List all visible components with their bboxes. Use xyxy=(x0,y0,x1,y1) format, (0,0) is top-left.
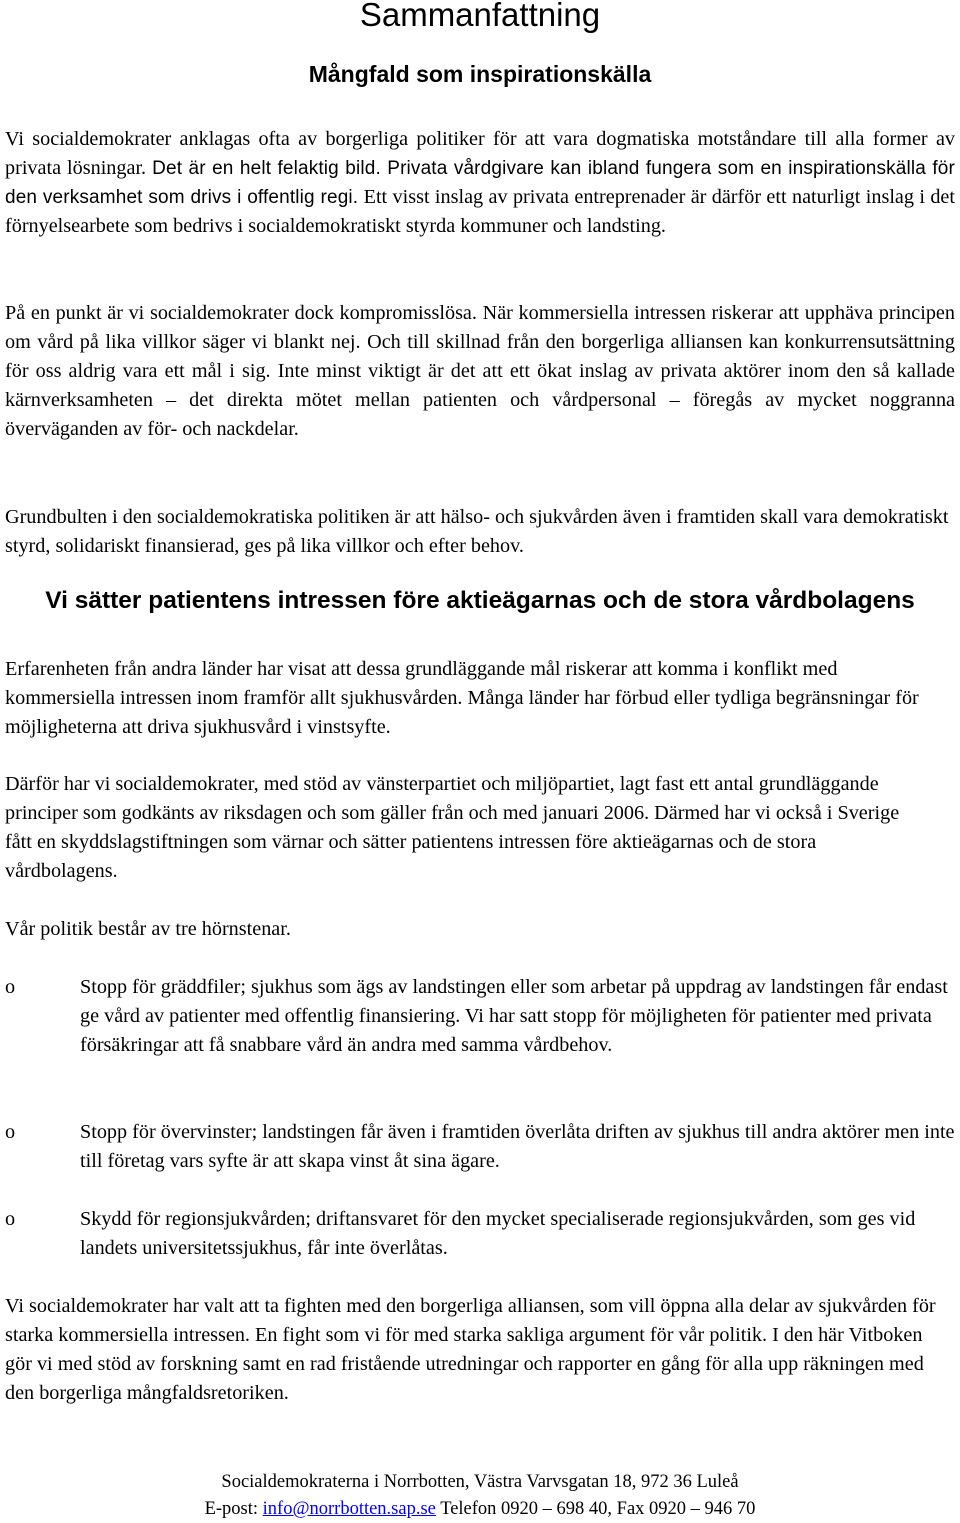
list-bullet: o xyxy=(5,1208,16,1230)
section-heading-inspiration: Mångfald som inspirationskälla xyxy=(308,61,652,87)
page-title: Sammanfattning xyxy=(359,0,601,33)
footer-email-label: E-post: xyxy=(204,1499,259,1519)
paragraph-cornerstones-intro: Vår politik består av tre hörnstenar. xyxy=(5,918,291,940)
paragraph-conclusion: Vi socialdemokrater har valt att ta fighten med den borgerliga alliansen, som vill öppna alla delar av sjukvården för starka kommersiella intressen. En fight som vi för med starka sakliga argument för vår politik. I den här Vitboken gör vi med stöd av forskning samt en rad fristående utredningar och rapporter en gång för alla upp räkningen med den borgerliga mångfaldsretoriken. xyxy=(5,1295,936,1404)
paragraph-experience: Erfarenheten från andra länder har visat att dessa grundläggande mål riskerar att komma i konflikt med kommersiella intressen inom framför allt sjukhusvården. Många länder har förbud eller tydliga begränsningar för möjligheterna att driva sjukhusvård i vinstsyfte. xyxy=(5,658,919,738)
list-item-text: Stopp för gräddfiler; sjukhus som ägs av landstingen eller som arbetar på uppdrag av landstingen får endast ge vård av patienter med offentlig finansiering. Vi har satt stopp för möjligheten för patienter med privata försäkringar att få snabbare vård än andra med samma vårdbehov. xyxy=(80,976,948,1056)
footer-contact xyxy=(0,1496,960,1523)
paragraph-foundation: Grundbulten i den socialdemokratiska politiken är att hälso- och sjukvården även i framtiden skall vara demokratiskt styrd, solidariskt finansierad, ges på lika villkor och efter behov. xyxy=(5,506,949,557)
footer-address: Socialdemokraterna i Norrbotten, Västra Varvsgatan 18, 972 36 Luleå xyxy=(221,1472,739,1492)
paragraph-intro-part-c: Ett visst inslag av privata entreprenader är därför ett naturligt inslag i det förnyelsearbete som bedrivs i socialdemokratiskt styrda kommuner och landsting. xyxy=(5,186,955,237)
list-bullet: o xyxy=(5,1121,16,1143)
section-heading-patients: Vi sätter patientens intressen före aktieägarnas och de stora vårdbolagens xyxy=(45,587,915,614)
list-bullet: o xyxy=(5,976,16,998)
list-item-text: Skydd för regionsjukvården; driftansvaret för den mycket specialiserade regionsjukvården, som ges vid landets universitetssjukhus, får inte överlåtas. xyxy=(80,1208,916,1259)
paragraph-intro xyxy=(5,125,955,241)
list-item-text: Stopp för övervinster; landstingen får även i framtiden överlåta driften av sjukhus till andra aktörer men inte till företag vars syfte är att skapa vinst åt sina ägare. xyxy=(80,1121,955,1172)
paragraph-principles: Därför har vi socialdemokrater, med stöd av vänsterpartiet och miljöpartiet, lagt fast ett antal grundläggande principer som godkänts av riksdagen och som gäller från och med januari 2006. Därmed har vi också i Sverige fått en skyddslagstiftningen som värnar och sätter patientens intressen före aktieägarnas och de stora vårdbolagens. xyxy=(5,773,900,882)
paragraph-intro-part-a: Vi socialdemokrater anklagas ofta av borgerliga politiker för att vara dogmatiska motståndare till alla former av privata lösningar. xyxy=(5,128,955,179)
footer-phone: Telefon 0920 – 698 40, Fax 0920 – 946 70 xyxy=(440,1499,756,1519)
footer-email-link[interactable]: info@norrbotten.sap.se xyxy=(262,1499,436,1519)
paragraph-intro-part-b: Det är en helt felaktig bild. Privata vårdgivare kan ibland fungera som en inspirationskälla för den verksamhet som drivs i offentlig regi. xyxy=(5,158,955,208)
paragraph-compromise: På en punkt är vi socialdemokrater dock kompromisslösa. När kommersiella intressen riskerar att upphäva principen om vård på lika villkor säger vi blankt nej. Och till skillnad från den borgerliga alliansen kan konkurrensutsättning för oss aldrig vara ett mål i sig. Inte minst viktigt är det att ett ökat inslag av privata aktörer inom den så kallade kärnverksamheten – det direkta mötet mellan patienten och vårdpersonal – föregås av mycket noggranna överväganden av för- och nackdelar. xyxy=(5,302,955,440)
page-footer xyxy=(0,1469,960,1523)
